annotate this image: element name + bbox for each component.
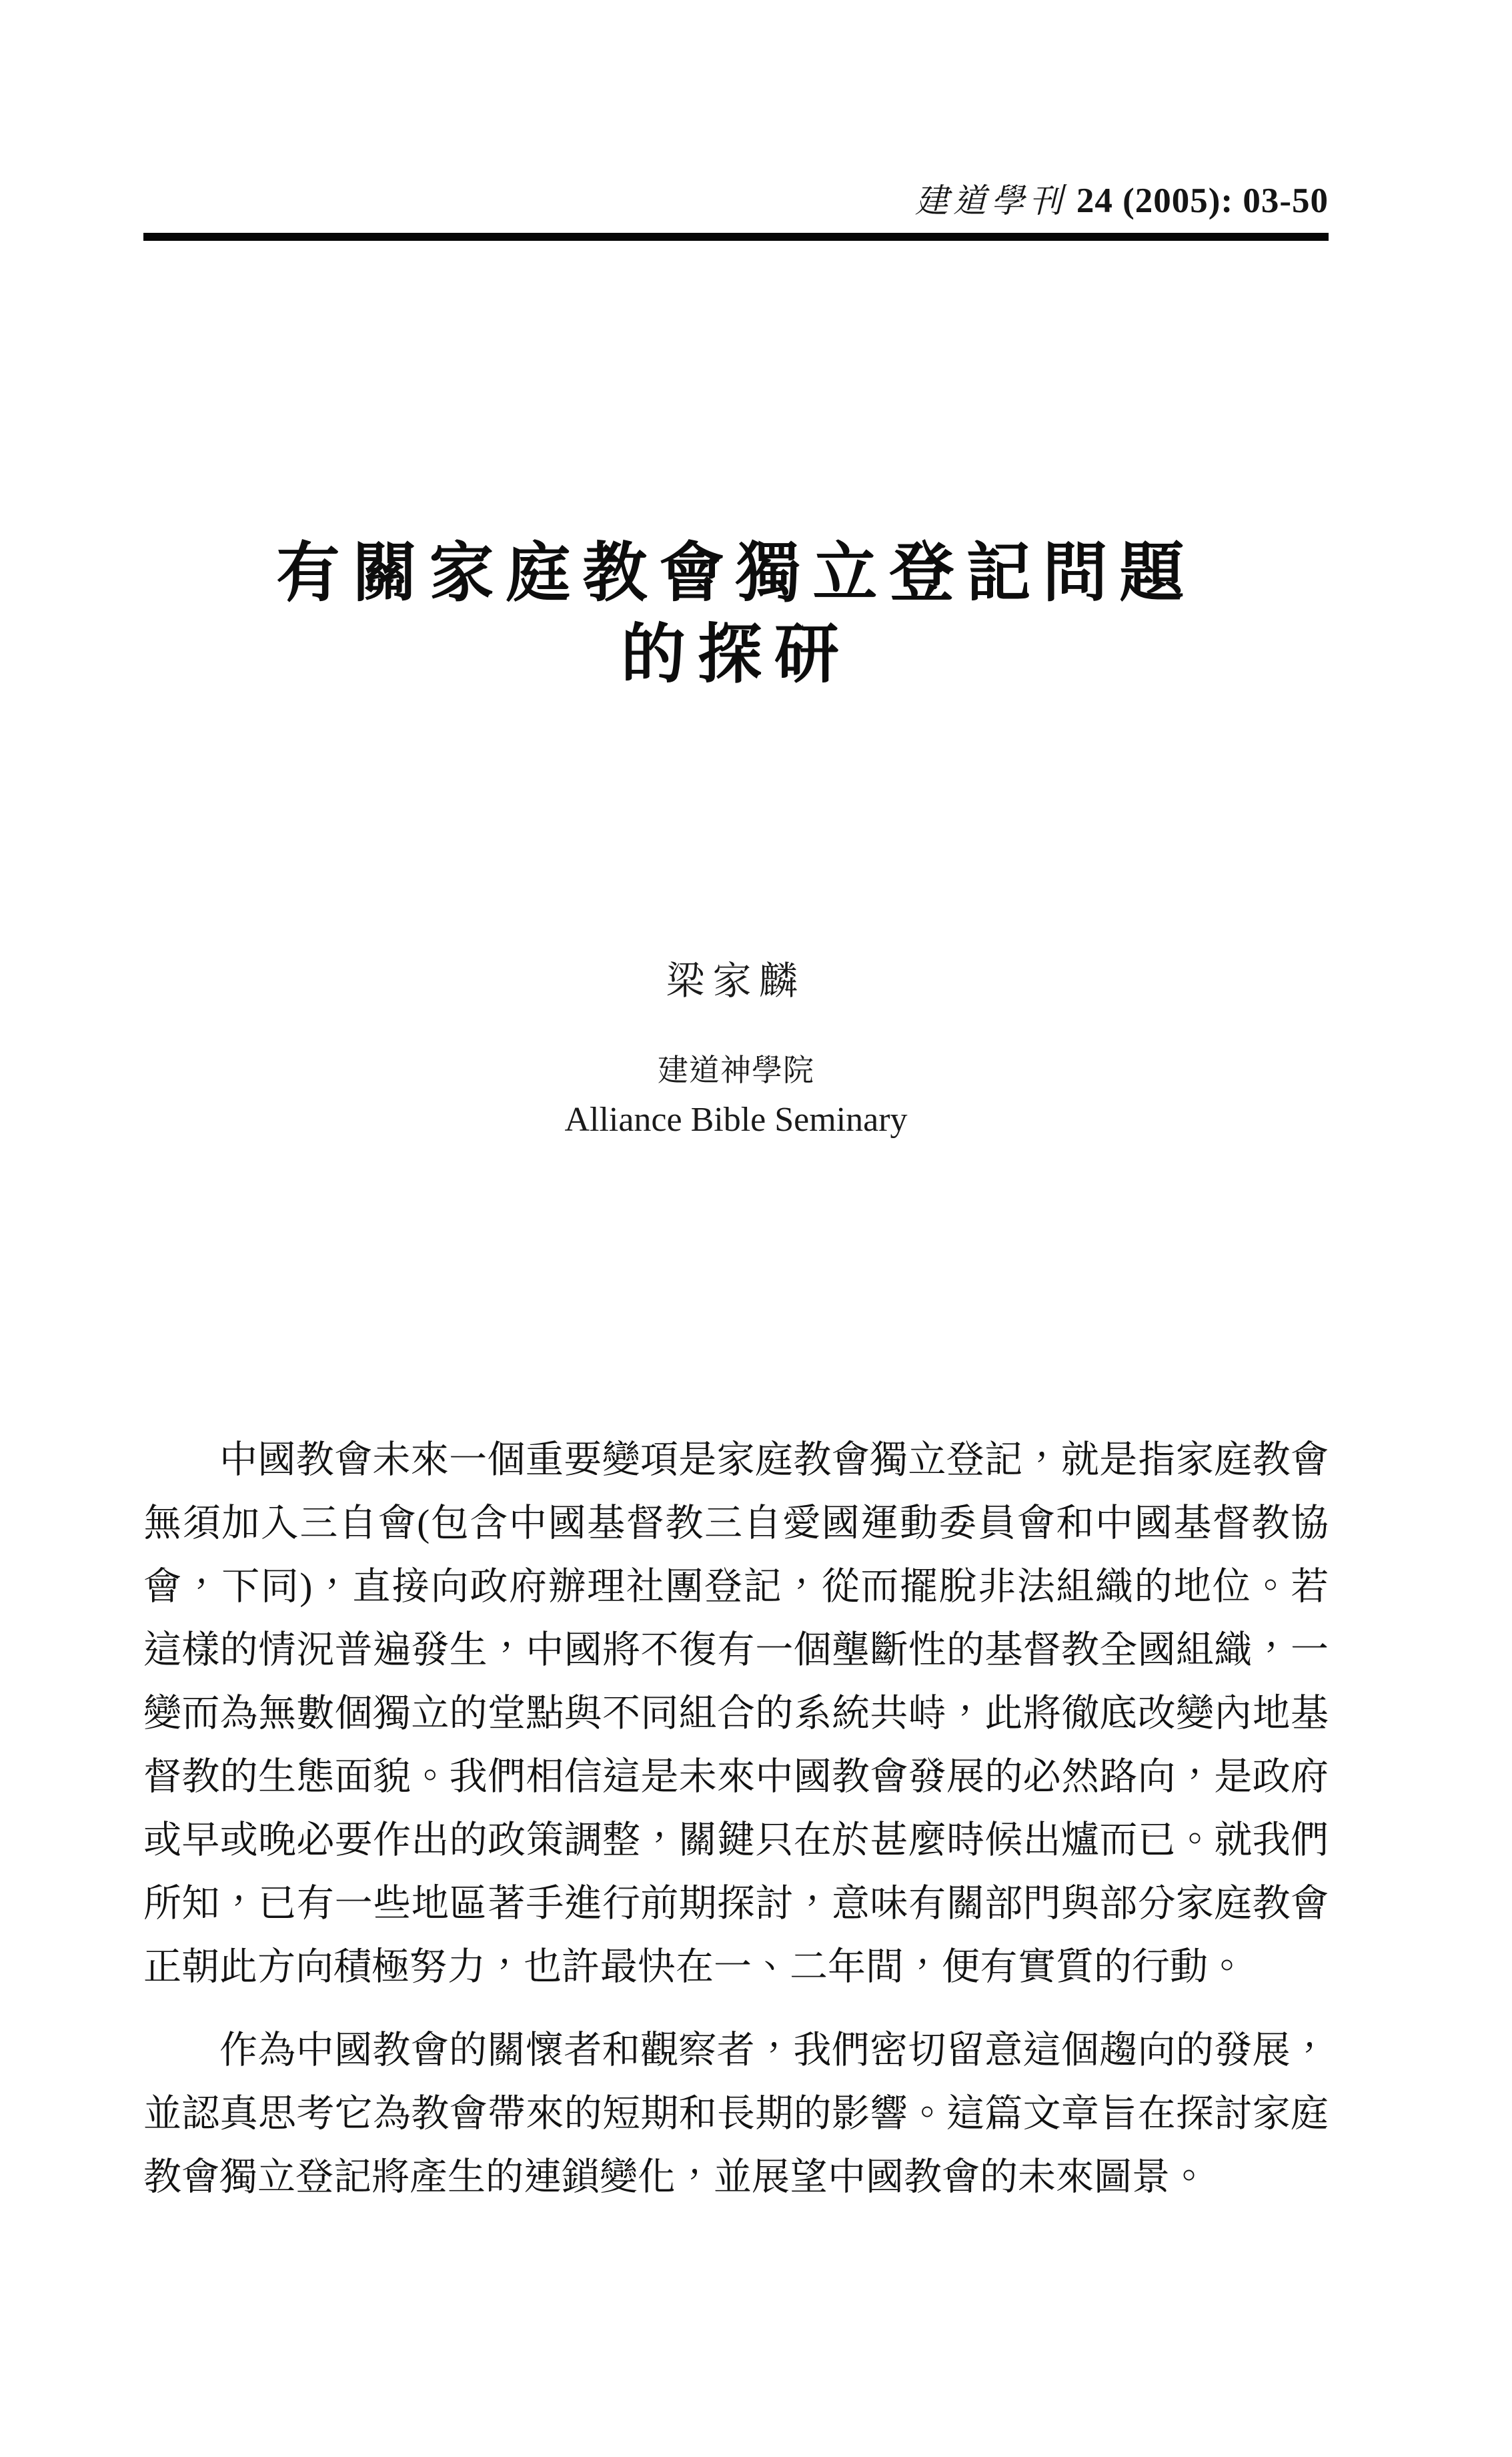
article-title-line1: 有關家庭教會獨立登記問題 xyxy=(275,536,1197,609)
paragraph xyxy=(143,1428,1329,1999)
body-line: 這樣的情況普遍發生，中國將不復有一個壟斷性的基督教全國組織，一 xyxy=(143,1629,1329,1671)
body-line: 教會獨立登記將產生的連鎖變化，並展望中國教會的未來圖景。 xyxy=(143,2156,1208,2198)
header-rule xyxy=(143,233,1329,241)
body-line: 中國教會未來一個重要變項是家庭教會獨立登記，就是指家庭教會 xyxy=(219,1439,1329,1481)
article-title xyxy=(143,532,1329,695)
body-line: 變而為無數個獨立的堂點與不同組合的系統共峙，此將徹底改變內地基 xyxy=(143,1692,1329,1735)
affiliation-zh: 建道神學院 xyxy=(658,1053,814,1087)
journal-name: 建道學刊 xyxy=(914,182,1067,219)
body-line: 或早或晚必要作出的政策調整，關鍵只在於甚麼時候出爐而已。就我們 xyxy=(143,1819,1329,1861)
body-line: 作為中國教會的關懷者和觀察者，我們密切留意這個趨向的發展， xyxy=(219,2029,1329,2071)
author-name: 梁家麟 xyxy=(666,959,806,1003)
body-line: 督教的生態面貌。我們相信這是未來中國教會發展的必然路向，是政府 xyxy=(143,1756,1329,1798)
article-title-line2: 的探研 xyxy=(621,618,851,690)
paragraph xyxy=(143,2019,1329,2209)
body-line: 正朝此方向積極努力，也許最快在一、二年間，便有實質的行動。 xyxy=(143,1946,1246,1988)
body-line: 並認真思考它為教會帶來的短期和長期的影響。這篇文章旨在探討家庭 xyxy=(143,2093,1329,2135)
body-line: 所知，已有一些地區著手進行前期探討，意味有關部門與部分家庭教會 xyxy=(143,1883,1329,1925)
journal-header xyxy=(143,179,1329,231)
journal-citation: 24 (2005): 03-50 xyxy=(1076,181,1329,220)
affiliation-en: Alliance Bible Seminary xyxy=(564,1101,908,1139)
body-line: 無須加入三自會(包含中國基督教三自愛國運動委員會和中國基督教協 xyxy=(143,1502,1329,1544)
body-text xyxy=(143,1428,1329,2209)
body-line: 會，下同)，直接向政府辦理社團登記，從而擺脫非法組織的地位。若 xyxy=(143,1566,1329,1608)
